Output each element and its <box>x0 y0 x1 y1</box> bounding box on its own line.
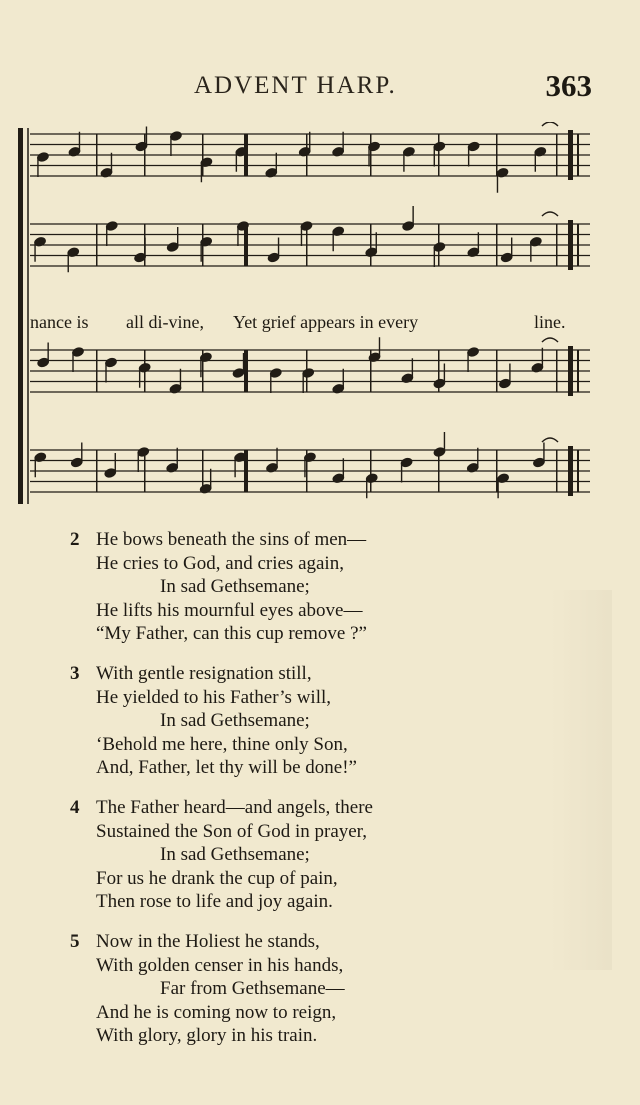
verse-line: In sad Gethsemane; <box>160 844 310 866</box>
verse-line: 5 Now in the Holiest he stands, <box>70 930 320 952</box>
verse-line: And, Father, let thy will be done!” <box>96 757 357 779</box>
end-bar <box>577 350 579 392</box>
verse-line: ‘Behold me here, thine only Son, <box>96 733 348 755</box>
lyric-syllable: Yet grief appears in every <box>233 312 419 332</box>
end-bar <box>577 224 579 266</box>
bar-line <box>370 224 372 266</box>
lyric-syllable: all di-vine, <box>126 312 204 332</box>
bar-line <box>438 134 440 176</box>
fermata <box>542 338 558 342</box>
bar-line <box>556 350 558 392</box>
bar-line <box>370 134 372 176</box>
verse <box>70 528 590 646</box>
paper-bleed-through <box>550 590 612 970</box>
bar-line <box>244 350 248 392</box>
end-bar <box>568 446 573 496</box>
music-score <box>16 122 596 508</box>
verse <box>70 796 590 914</box>
end-bar <box>577 450 579 492</box>
verse-line: With glory, glory in his train. <box>96 1025 318 1047</box>
lyric-syllable: line. <box>534 312 566 332</box>
verse-line: 4 The Father heard—and angels, there <box>70 796 373 818</box>
verse-number: 3 <box>70 662 80 684</box>
bar-line <box>556 450 558 492</box>
verse-line: He yielded to his Father’s will, <box>96 686 332 708</box>
verse-line: Sustained the Son of God in prayer, <box>96 820 368 842</box>
bar-line <box>96 350 98 392</box>
verse-line: 2 He bows beneath the sins of men— <box>70 529 367 550</box>
running-title: ADVENT HARP. <box>194 72 397 99</box>
bar-line <box>202 134 204 176</box>
verse-number: 2 <box>70 529 80 550</box>
verse-line: For us he drank the cup of pain, <box>96 867 338 889</box>
fermata <box>542 122 558 126</box>
verse-line: 3 With gentle resignation still, <box>70 662 312 684</box>
bar-line <box>96 450 98 492</box>
fermata <box>542 438 558 442</box>
bar-line <box>556 134 558 176</box>
bar-line <box>96 134 98 176</box>
verse-line: He cries to God, and cries again, <box>96 552 344 574</box>
verse-line: With golden censer in his hands, <box>96 954 344 976</box>
bar-line <box>496 224 498 266</box>
bar-line <box>144 134 146 176</box>
end-bar <box>568 130 573 180</box>
verse-line: In sad Gethsemane; <box>160 710 310 732</box>
end-bar <box>568 220 573 270</box>
verse-number: 5 <box>70 930 80 952</box>
bar-line <box>496 450 498 492</box>
end-bar <box>568 346 573 396</box>
bar-line <box>556 224 558 266</box>
bar-line <box>496 134 498 176</box>
bar-line <box>496 350 498 392</box>
page-header <box>0 68 640 108</box>
verse-line: And he is coming now to reign, <box>96 1001 337 1023</box>
fermata <box>542 212 558 216</box>
end-bar <box>577 134 579 176</box>
verse-number: 4 <box>70 796 80 818</box>
verse <box>70 662 590 780</box>
page-number: 363 <box>545 68 592 103</box>
lyric-line <box>30 312 590 336</box>
bar-line <box>370 450 372 492</box>
verse-line: Then rose to life and joy again. <box>96 891 333 913</box>
bar-line <box>96 224 98 266</box>
lyric-syllable: nance is <box>30 312 89 332</box>
verse-line: Far from Gethsemane— <box>160 978 345 1000</box>
verse-line: In sad Gethsemane; <box>160 576 310 598</box>
verse-line: He lifts his mournful eyes above— <box>96 599 363 621</box>
verse <box>70 930 590 1048</box>
system-bracket <box>18 128 23 504</box>
bar-line <box>244 224 248 266</box>
hymn-verses <box>70 528 590 1064</box>
verse-line: “My Father, can this cup remove ?” <box>96 623 367 645</box>
